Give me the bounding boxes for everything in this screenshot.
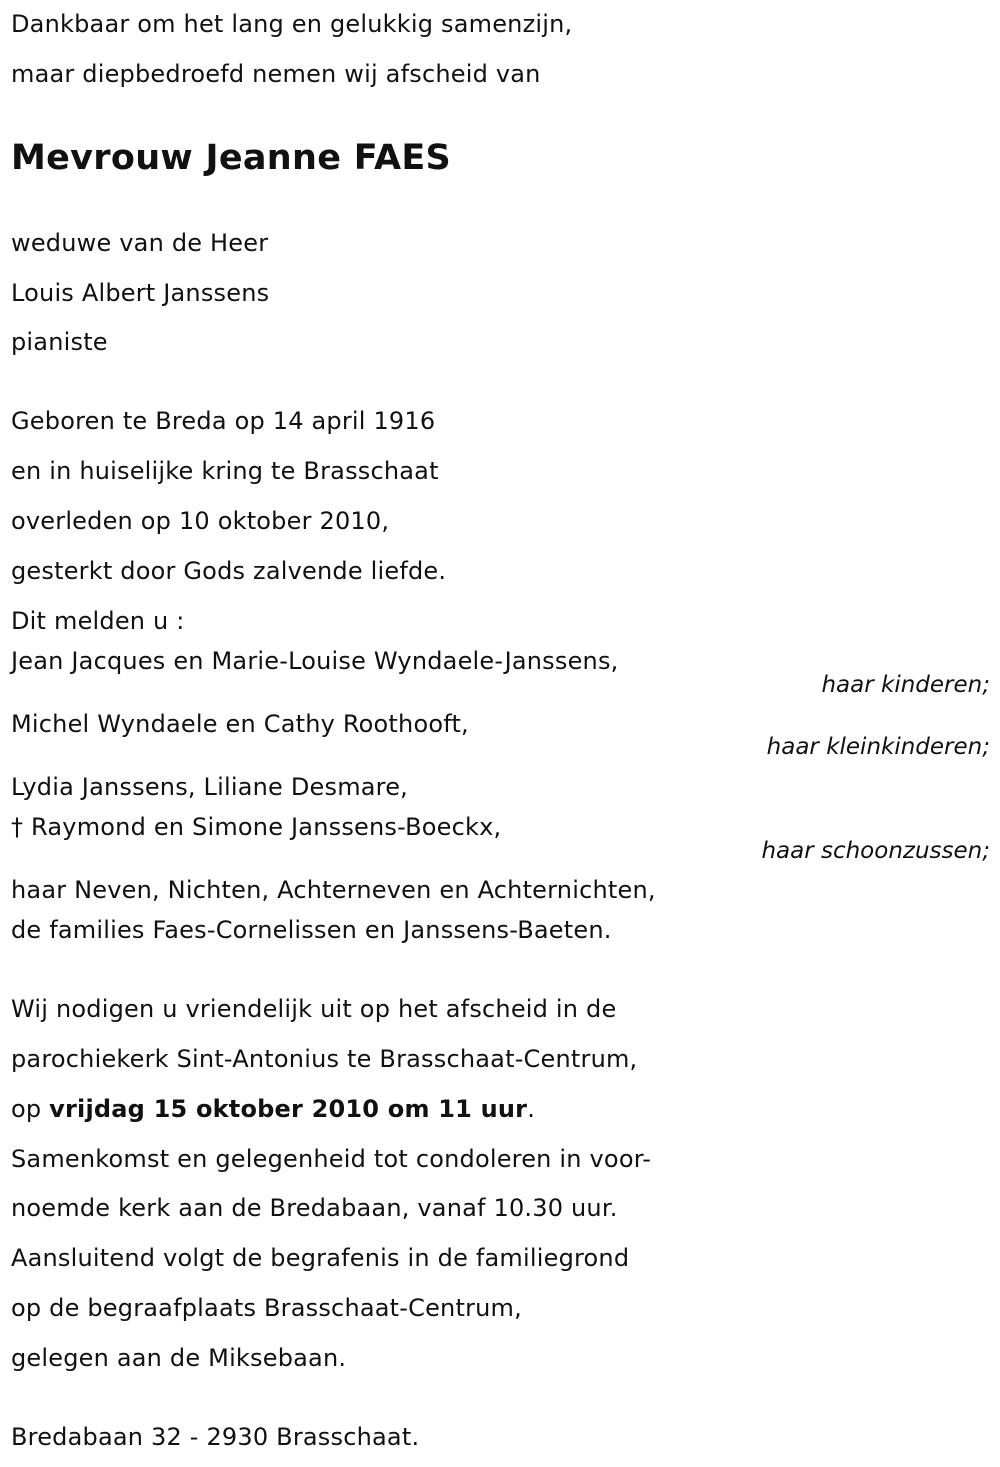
children-names: Jean Jacques en Marie-Louise Wyndaele-Janssens, (11, 647, 619, 675)
sisters-in-law-role: haar schoonzussen; (761, 838, 990, 864)
grandchildren-role: haar kleinkinderen; (766, 734, 990, 760)
announce-intro: Dit melden u : (11, 607, 185, 635)
relatives-line-2: de families Faes-Cornelissen en Janssens-Baeten. (11, 916, 612, 944)
widow-of-line: weduwe van de Heer (11, 229, 269, 257)
funeral-date-time: vrijdag 15 oktober 2010 om 11 uur (49, 1095, 528, 1123)
invitation-line-1: Wij nodigen u vriendelijk uit op het afscheid in de (11, 995, 617, 1023)
occupation: pianiste (11, 328, 108, 356)
invitation-line-8: gelegen aan de Miksebaan. (11, 1344, 347, 1372)
invitation-line-4: Samenkomst en gelegenheid tot condoleren in voor- (11, 1145, 652, 1173)
sisters-in-law-names: Raymond en Simone Janssens-Boeckx, (31, 813, 502, 841)
husband-name: Louis Albert Janssens (11, 279, 270, 307)
birth-line: Geboren te Breda op 14 april 1916 (11, 407, 436, 435)
blessing-line: gesterkt door Gods zalvende liefde. (11, 557, 447, 585)
cross-icon: † (11, 813, 24, 841)
children-role: haar kinderen; (821, 672, 990, 698)
grandchildren-names: Michel Wyndaele en Cathy Roothooft, (11, 710, 469, 738)
relatives-line-1: haar Neven, Nichten, Achterneven en Achternichten, (11, 876, 656, 904)
sisters-in-law-line-2 (11, 813, 501, 841)
deceased-name: Mevrouw Jeanne FAES (11, 138, 452, 178)
invitation-prefix: op (11, 1095, 50, 1123)
invitation-line-7: op de begraafplaats Brasschaat-Centrum, (11, 1294, 522, 1322)
intro-line-2: maar diepbedroefd nemen wij afscheid van (11, 60, 541, 88)
invitation-line-2: parochiekerk Sint-Antonius te Brasschaat-Centrum, (11, 1045, 638, 1073)
invitation-line-5: noemde kerk aan de Bredabaan, vanaf 10.30 uur. (11, 1194, 618, 1222)
death-date-line: overleden op 10 oktober 2010, (11, 507, 390, 535)
invitation-suffix: . (527, 1095, 536, 1123)
invitation-line-6: Aansluitend volgt de begrafenis in de familiegrond (11, 1244, 630, 1272)
address: Bredabaan 32 - 2930 Brasschaat. (11, 1423, 420, 1451)
intro-line-1: Dankbaar om het lang en gelukkig samenzijn, (11, 10, 573, 38)
sisters-in-law-line-1: Lydia Janssens, Liliane Desmare, (11, 773, 409, 801)
invitation-line-3 (11, 1095, 535, 1123)
death-place-line: en in huiselijke kring te Brasschaat (11, 457, 439, 485)
